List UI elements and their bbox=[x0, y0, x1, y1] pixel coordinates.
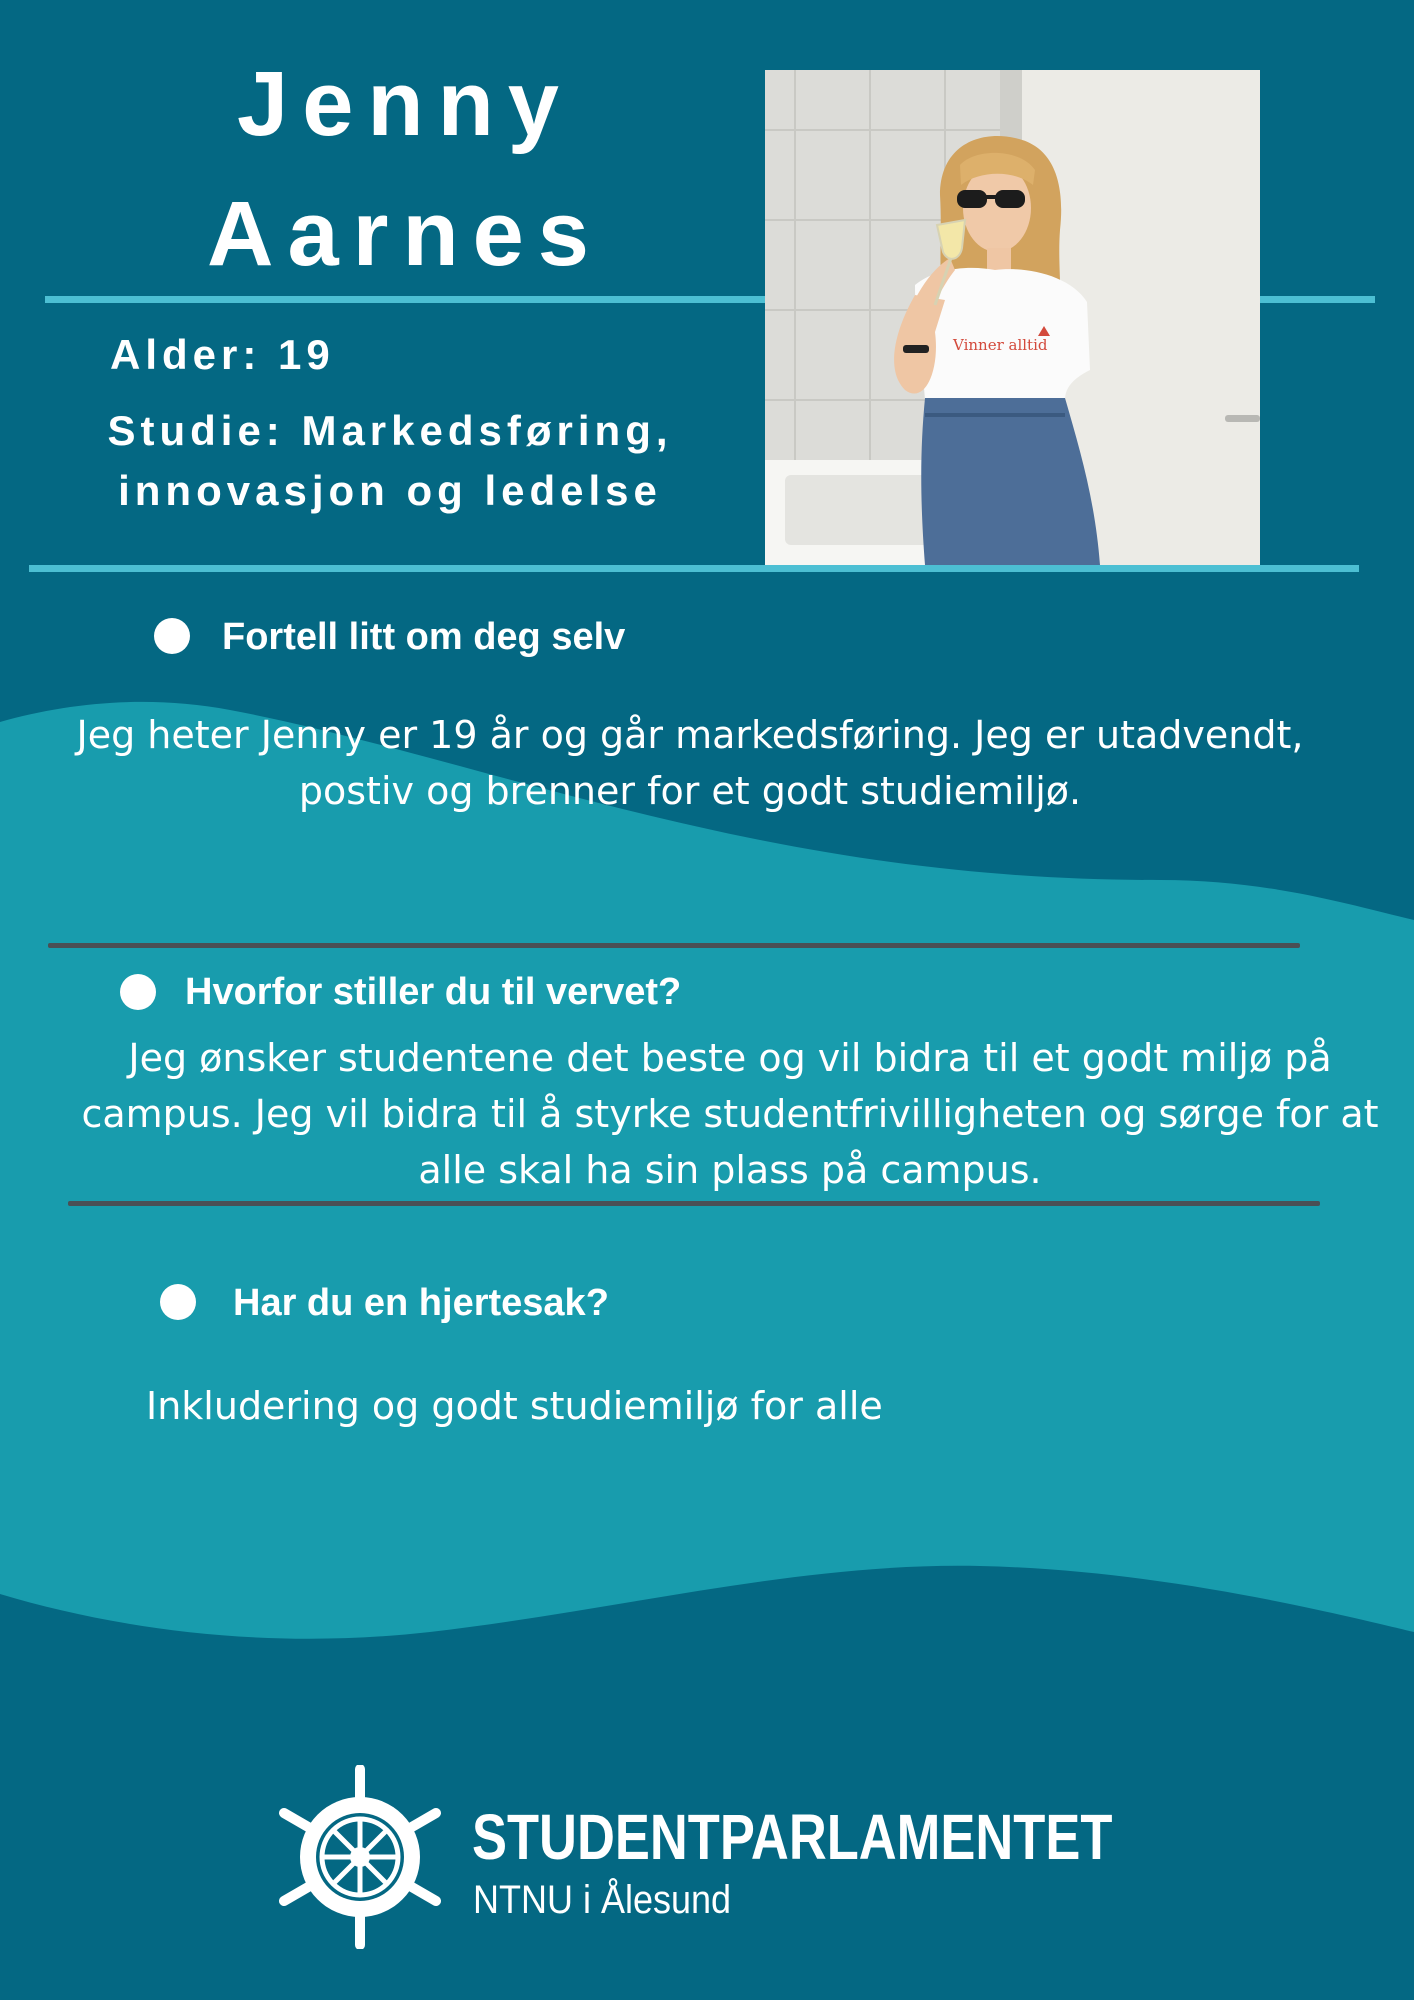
question-heart-issue: Har du en hjertesak? bbox=[233, 1282, 609, 1324]
study-label-line2: innovasjon og ledelse bbox=[118, 467, 662, 514]
shirt-text: Vinner alltid bbox=[953, 336, 1048, 354]
org-name: STUDENTPARLAMENTET bbox=[472, 1801, 1113, 1873]
answer-heart-issue: Inkludering og godt studiemiljø for alle bbox=[146, 1384, 883, 1428]
question-why-running: Hvorfor stiller du til vervet? bbox=[185, 971, 682, 1013]
answer-about-yourself-line1: Jeg heter Jenny er 19 år og går markedsføring. Jeg er utadvendt, bbox=[76, 713, 1304, 757]
study-label-line1: Studie: Markedsføring, bbox=[107, 407, 673, 454]
answer-why-running-line1: Jeg ønsker studentene det beste og vil bidra til et godt miljø på bbox=[128, 1036, 1332, 1080]
first-name: Jenny bbox=[237, 53, 573, 155]
profile-photo-illustration bbox=[765, 70, 1260, 565]
answer-why-running-line3: alle skal ha sin plass på campus. bbox=[418, 1148, 1042, 1192]
profile-photo bbox=[765, 70, 1260, 565]
last-name: Aarnes bbox=[207, 183, 603, 285]
bullet-icon bbox=[120, 974, 156, 1010]
org-subtitle: NTNU i Ålesund bbox=[473, 1878, 732, 1922]
age-label: Alder: 19 bbox=[110, 331, 335, 378]
ship-wheel-icon bbox=[278, 1765, 442, 1949]
answer-why-running-line2: campus. Jeg vil bidra til å styrke studentfrivilligheten og sørge for at bbox=[81, 1092, 1379, 1136]
bullet-icon bbox=[154, 618, 190, 654]
question-about-yourself: Fortell litt om deg selv bbox=[222, 616, 626, 658]
bullet-icon bbox=[160, 1284, 196, 1320]
section-divider bbox=[48, 943, 1300, 948]
answer-about-yourself-line2: postiv og brenner for et godt studiemiljø. bbox=[298, 769, 1082, 813]
header-divider-bottom bbox=[29, 565, 1359, 572]
section-divider bbox=[68, 1201, 1320, 1206]
